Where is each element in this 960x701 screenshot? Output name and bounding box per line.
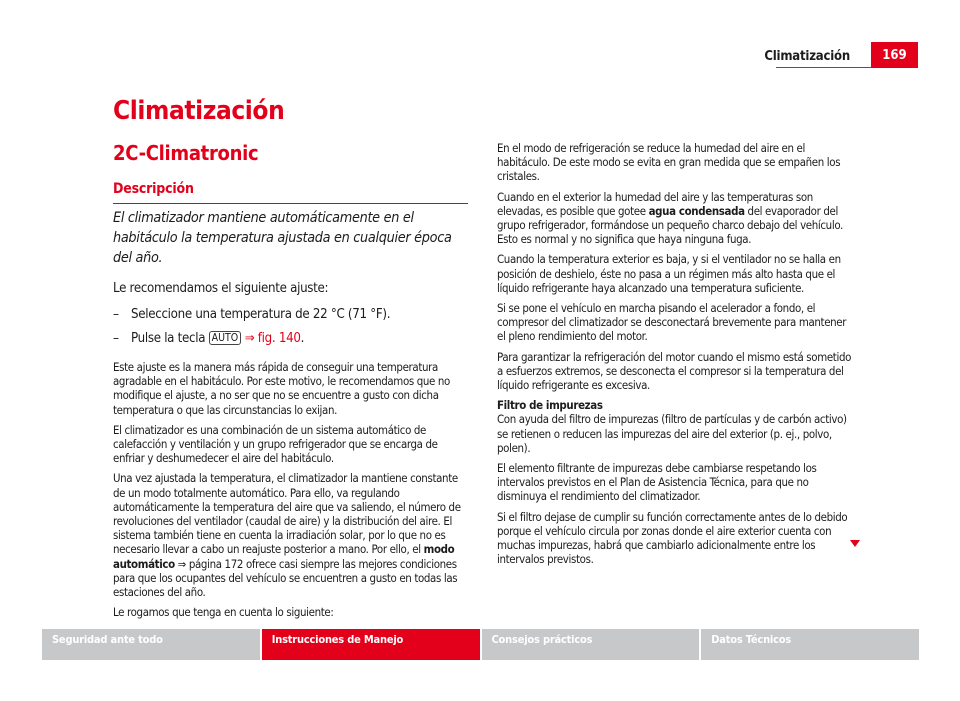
subsection-heading: Descripción [113,181,194,197]
step-item-2 [113,330,469,348]
step-text: Pulse la tecla [131,331,209,346]
body-paragraph [113,471,469,599]
tab-instrucciones[interactable]: Instrucciones de Manejo [262,629,480,660]
step-text: Seleccione una temperatura de 22 °C (71 °F). [131,307,391,322]
body-paragraph: Este ajuste es la manera más rápida de conseguir una temperatura agradable en el habitáculo. Por este motivo, le recomendamos que no modifique el ajuste, a no ser que no se encuentre a gusto con dicha temperatura o que las circunstancias lo exijan. [113,360,450,417]
body-text: Cuando en el exterior la humedad del aire y las temperaturas son elevadas, es posible que gotee [497,189,813,218]
tab-seguridad[interactable]: Seguridad ante todo [42,629,260,660]
section-title: 2C-Climatronic [113,141,259,165]
body-paragraph: El climatizador es una combinación de un sistema automático de calefacción y ventilación y un grupo refrigerador que se encarga de enfriar y deshumedecer el aire del habitáculo. [113,422,438,466]
figure-link[interactable]: ⇒ fig. 140 [244,331,301,346]
body-text: Una vez ajustada la temperatura, el climatizador la mantiene constante de un modo totalmente automático. Para ello, va regulando automáticamente la temperatura del aire que va saliendo, el número de revoluciones del ventilador (caudal de aire) y la distribución del aire. El sistema también tiene en cuenta la irradiación solar, por lo que no es necesario llevar a cabo un reajuste posterior a mano. Por ello, el [113,471,461,557]
running-header-title: Climatización [764,49,850,64]
body-paragraph: El elemento filtrante de impurezas debe cambiarse respetando los intervalos previstos en el Plan de Asistencia Técnica, para que no disminuya el rendimiento del climatizador. [497,461,817,504]
bold-term: modo automático [113,542,455,571]
lead-paragraph: El climatizador mantiene automáticamente en el habitáculo la temperatura ajustada en cualquier época del año. [113,210,452,266]
body-paragraph: Cuando la temperatura exterior es baja, y si el ventilador no se halla en posición de deshielo, éste no pasa a un régimen más alto hasta que el líquido refrigerante haya alcanzado una temperatura suficiente. [497,252,841,295]
step-dash: – [113,307,119,322]
body-paragraph [497,190,855,247]
body-paragraph: Si se pone el vehículo en marcha pisando el acelerador a fondo, el compresor del climatizador se desconectará brevemente para mantener el pleno rendimiento del motor. [497,301,847,344]
right-column [497,141,855,572]
footer-tab-bar [42,629,919,660]
body-paragraph: Con ayuda del filtro de impurezas (filtro de partículas y de carbón activo) se retienen o reducen las impurezas del aire del exterior (p. ej., polvo, polen). [497,412,847,455]
tab-datos[interactable]: Datos Técnicos [701,629,919,660]
step-text-end: . [300,331,305,346]
body-text: del evaporador del grupo refrigerador, formándose un pequeño charco debajo del vehículo. Esto es normal y no significa que haya ninguna fuga. [497,203,843,247]
continue-arrow-icon [850,540,860,547]
bold-term: agua condensada [648,203,745,218]
running-header-rule [776,67,871,68]
body-paragraph: Para garantizar la refrigeración del motor cuando el mismo está sometido a esfuerzos extremos, se desconecta el compresor si la temperatura del líquido refrigerante es excesiva. [497,349,852,393]
step-item-1 [113,306,469,324]
chapter-title: Climatización [113,96,285,126]
filter-subheading: Filtro de impurezas [497,398,603,413]
body-paragraph: Le rogamos que tenga en cuenta lo siguiente: [113,605,334,620]
left-column [113,208,469,625]
tab-consejos[interactable]: Consejos prácticos [482,629,700,660]
auto-key-label: AUTO [209,331,242,345]
body-paragraph: En el modo de refrigeración se reduce la humedad del aire en el habitáculo. De este modo se evita en gran medida que se empañen los cristales. [497,141,841,184]
page-number-badge: 169 [871,42,918,68]
body-paragraph: Si el filtro dejase de cumplir su función correctamente antes de lo debido porque el vehículo circula por zonas donde el aire exterior cuenta con muchas impurezas, habrá que cambiarlo adicionalmente entre los intervalos previstos. [497,509,848,567]
subsection-rule [113,203,468,204]
intro-text: Le recomendamos el siguiente ajuste: [113,281,329,296]
body-text: ⇒ página 172 ofrece casi siempre las mejores condiciones para que los ocupantes del vehículo se encuentren a gusto en todas las estaciones del año. [113,556,458,600]
step-dash: – [113,331,119,346]
